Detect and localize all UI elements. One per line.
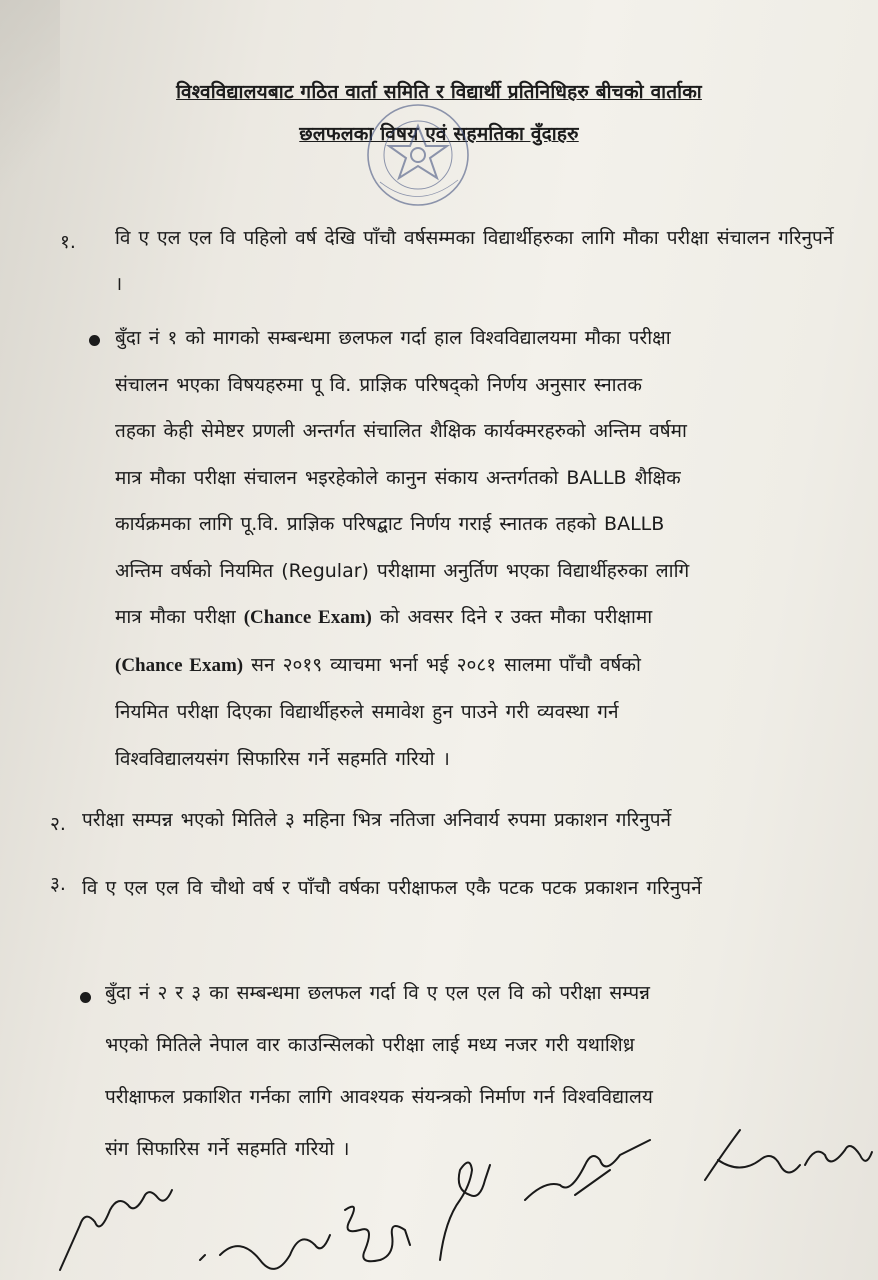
point-text-1: वि ए एल एल वि पहिलो वर्ष देखि पाँचौ वर्षसम्मका विद्यार्थीहरुका लागि मौका परीक्षा संचालन गरिनुपर्ने । xyxy=(115,227,834,295)
resolution-1-line xyxy=(115,642,855,690)
resolution-1-line: अन्तिम वर्षको नियमित (Regular) परीक्षामा अनुर्तिण भएका विद्यार्थीहरुका लागि xyxy=(115,559,690,582)
resolution-1-line xyxy=(115,594,855,642)
signature-4 xyxy=(440,1163,490,1261)
paper-edge-shadow xyxy=(0,0,60,220)
point-number-1: १. xyxy=(60,231,76,253)
document-title-line-2: छलफलका विषय एवं सहमतिका वुँदाहरु xyxy=(299,123,579,145)
resolution-1-line: तहका केही सेमेष्टर प्रणली अन्तर्गत संचालित शैक्षिक कार्यक्मरहरुको अन्तिम वर्षमा xyxy=(115,420,687,442)
document-title-line-1: विश्वविद्यालयबाट गठित वार्ता समिति र विद्यार्थी प्रतिनिधिहरु बीचको वार्ताका xyxy=(176,81,702,103)
point-number-3: ३. xyxy=(50,873,66,895)
resolution-1-line: संचालन भएका विषयहरुमा पू वि. प्राज्ञिक परिषद्को निर्णय अनुसार स्नातक xyxy=(115,373,642,396)
signature-3 xyxy=(345,1207,410,1262)
line-text: मात्र मौका परीक्षा xyxy=(115,606,244,628)
chance-exam-text: (Chance Exam) xyxy=(243,607,372,628)
signature-7 xyxy=(705,1130,800,1180)
university-seal-stamp xyxy=(360,100,478,210)
resolution-1-line: मात्र मौका परीक्षा संचालन भइरहेकोले कानुन संकाय अन्तर्गतको BALLB शैक्षिक xyxy=(115,466,681,489)
resolution-2-line: बुँदा नं २ र ३ का सम्बन्धमा छलफल गर्दा वि ए एल एल वि को परीक्षा सम्पन्न xyxy=(105,982,650,1004)
point-text-2: परीक्षा सम्पन्न भएको मितिले ३ महिना भित्र नतिजा अनिवार्य रुपमा प्रकाशन गरिनुपर्ने xyxy=(82,809,672,831)
resolution-2-line: भएको मितिले नेपाल वार काउन्सिलको परीक्षा लाई मध्य नजर गरी यथाशिध्र xyxy=(105,1034,635,1056)
resolution-1-line: कार्यक्रमका लागि पू.वि. प्राज्ञिक परिषद्बाट निर्णय गराई स्नातक तहको BALLB xyxy=(115,513,665,535)
signature-2 xyxy=(200,1235,330,1269)
resolution-2-line: परीक्षाफल प्रकाशित गर्नका लागि आवश्यक संयन्त्रको निर्माण गर्न विश्वविद्यालय xyxy=(105,1086,653,1108)
line-text: सन २०१९ व्याचमा भर्ना भई २०८१ सालमा पाँचौ वर्षको xyxy=(243,653,641,676)
bullet-dot-1 xyxy=(89,335,100,346)
resolution-1-line: नियमित परीक्षा दिएका विद्यार्थीहरुले समावेश हुन पाउने गरी व्यवस्था गर्न xyxy=(115,701,619,723)
bullet-dot-2 xyxy=(80,992,91,1003)
chance-exam-text: (Chance Exam) xyxy=(115,654,244,676)
resolution-2-line: संग सिफारिस गर्ने सहमति गरियो । xyxy=(105,1138,350,1160)
point-text-3: वि ए एल एल वि चौथो वर्ष र पाँचौ वर्षका परीक्षाफल एकै पटक पटक प्रकाशन गरिनुपर्ने xyxy=(82,877,702,899)
line-text: को अवसर दिने र उक्त मौका परीक्षामा xyxy=(371,606,653,628)
resolution-1-line: विश्वविद्यालयसंग सिफारिस गर्ने सहमति गरियो । xyxy=(115,747,450,770)
signature-8 xyxy=(805,1146,872,1165)
resolution-1-line: बुँदा नं १ को मागको सम्बन्धमा छलफल गर्दा हाल विश्वविद्यालयमा मौका परीक्षा xyxy=(115,327,671,349)
point-number-2: २. xyxy=(50,813,66,835)
resolution-1 xyxy=(115,315,855,782)
signature-1 xyxy=(60,1190,172,1270)
signature-5 xyxy=(525,1140,650,1200)
signatures-area xyxy=(0,1110,878,1280)
